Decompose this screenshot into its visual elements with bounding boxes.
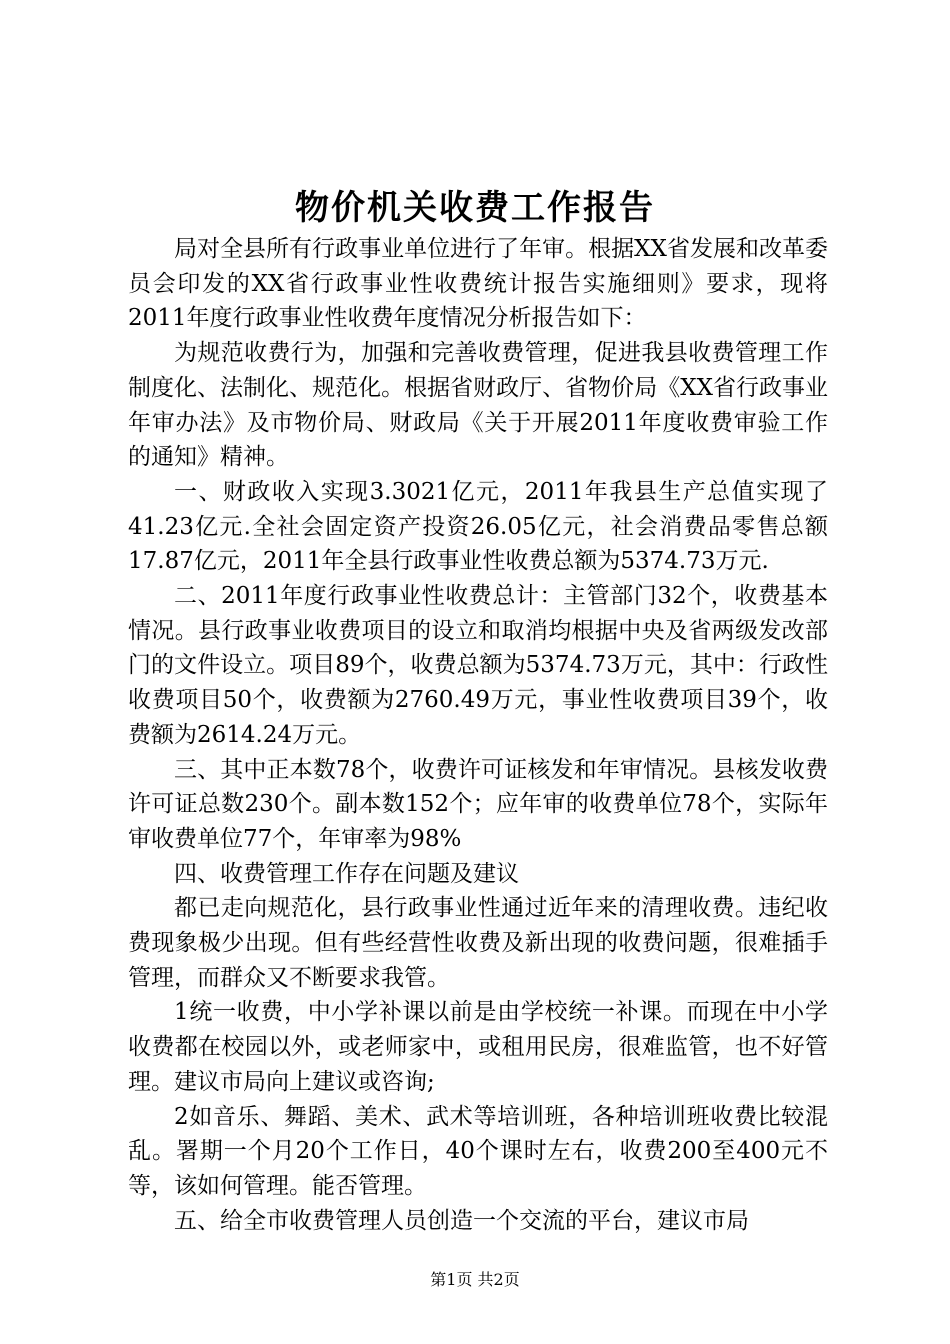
paragraph: 五、给全市收费管理人员创造一个交流的平台，建议市局 [174, 1207, 749, 1234]
paragraph: 三、其中正本数78个，收费许可证核发和年审情况。县核发收费许可证总数230个。副本数152个；应年审的收费单位78个，实际年审收费单位77个，年审率为98% [128, 756, 828, 852]
paragraph: 1统一收费，中小学补课以前是由学校统一补课。而现在中小学收费都在校园以外，或老师家中，或租用民房，很难监管，也不好管理。建议市局向上建议或咨询; [128, 999, 828, 1095]
page-number-footer: 第1页 共2页 [430, 1270, 520, 1289]
paragraph: 都已走向规范化，县行政事业性通过近年来的清理收费。违纪收费现象极少出现。但有些经营性收费及新出现的收费问题，很难插手管理，而群众又不断要求我管。 [128, 895, 828, 991]
paragraph: 局对全县所有行政事业单位进行了年审。根据XX省发展和改革委员会印发的XX省行政事业性收费统计报告实施细则》要求，现将2011年度行政事业性收费年度情况分析报告如下： [128, 236, 828, 332]
paragraph: 四、收费管理工作存在问题及建议 [174, 860, 519, 887]
paragraph: 二、2011年度行政事业性收费总计：主管部门32个，收费基本情况。县行政事业收费项目的设立和取消均根据中央及省两级发改部门的文件设立。项目89个，收费总额为5374.73万元，其中：行政性收费项目50个，收费额为2760.49万元，事业性收费项目39个，收费额为2614.24万元。 [128, 583, 828, 748]
paragraph: 2如音乐、舞蹈、美术、武术等培训班，各种培训班收费比较混乱。署期一个月20个工作日，40个课时左右，收费200至400元不等，该如何管理。能否管理。 [128, 1103, 828, 1199]
paragraph: 一、财政收入实现3.3021亿元，2011年我县生产总值实现了41.23亿元.全社会固定资产投资26.05亿元，社会消费品零售总额17.87亿元，2011年全县行政事业性收费总额为5374.73万元. [128, 478, 828, 575]
document-title: 物价机关收费工作报告 [295, 188, 655, 228]
document-body [128, 232, 828, 1238]
paragraph: 为规范收费行为，加强和完善收费管理，促进我县收费管理工作制度化、法制化、规范化。根据省财政厅、省物价局《XX省行政事业年审办法》及市物价局、财政局《关于开展2011年度收费审验工作的通知》精神。 [128, 340, 828, 471]
